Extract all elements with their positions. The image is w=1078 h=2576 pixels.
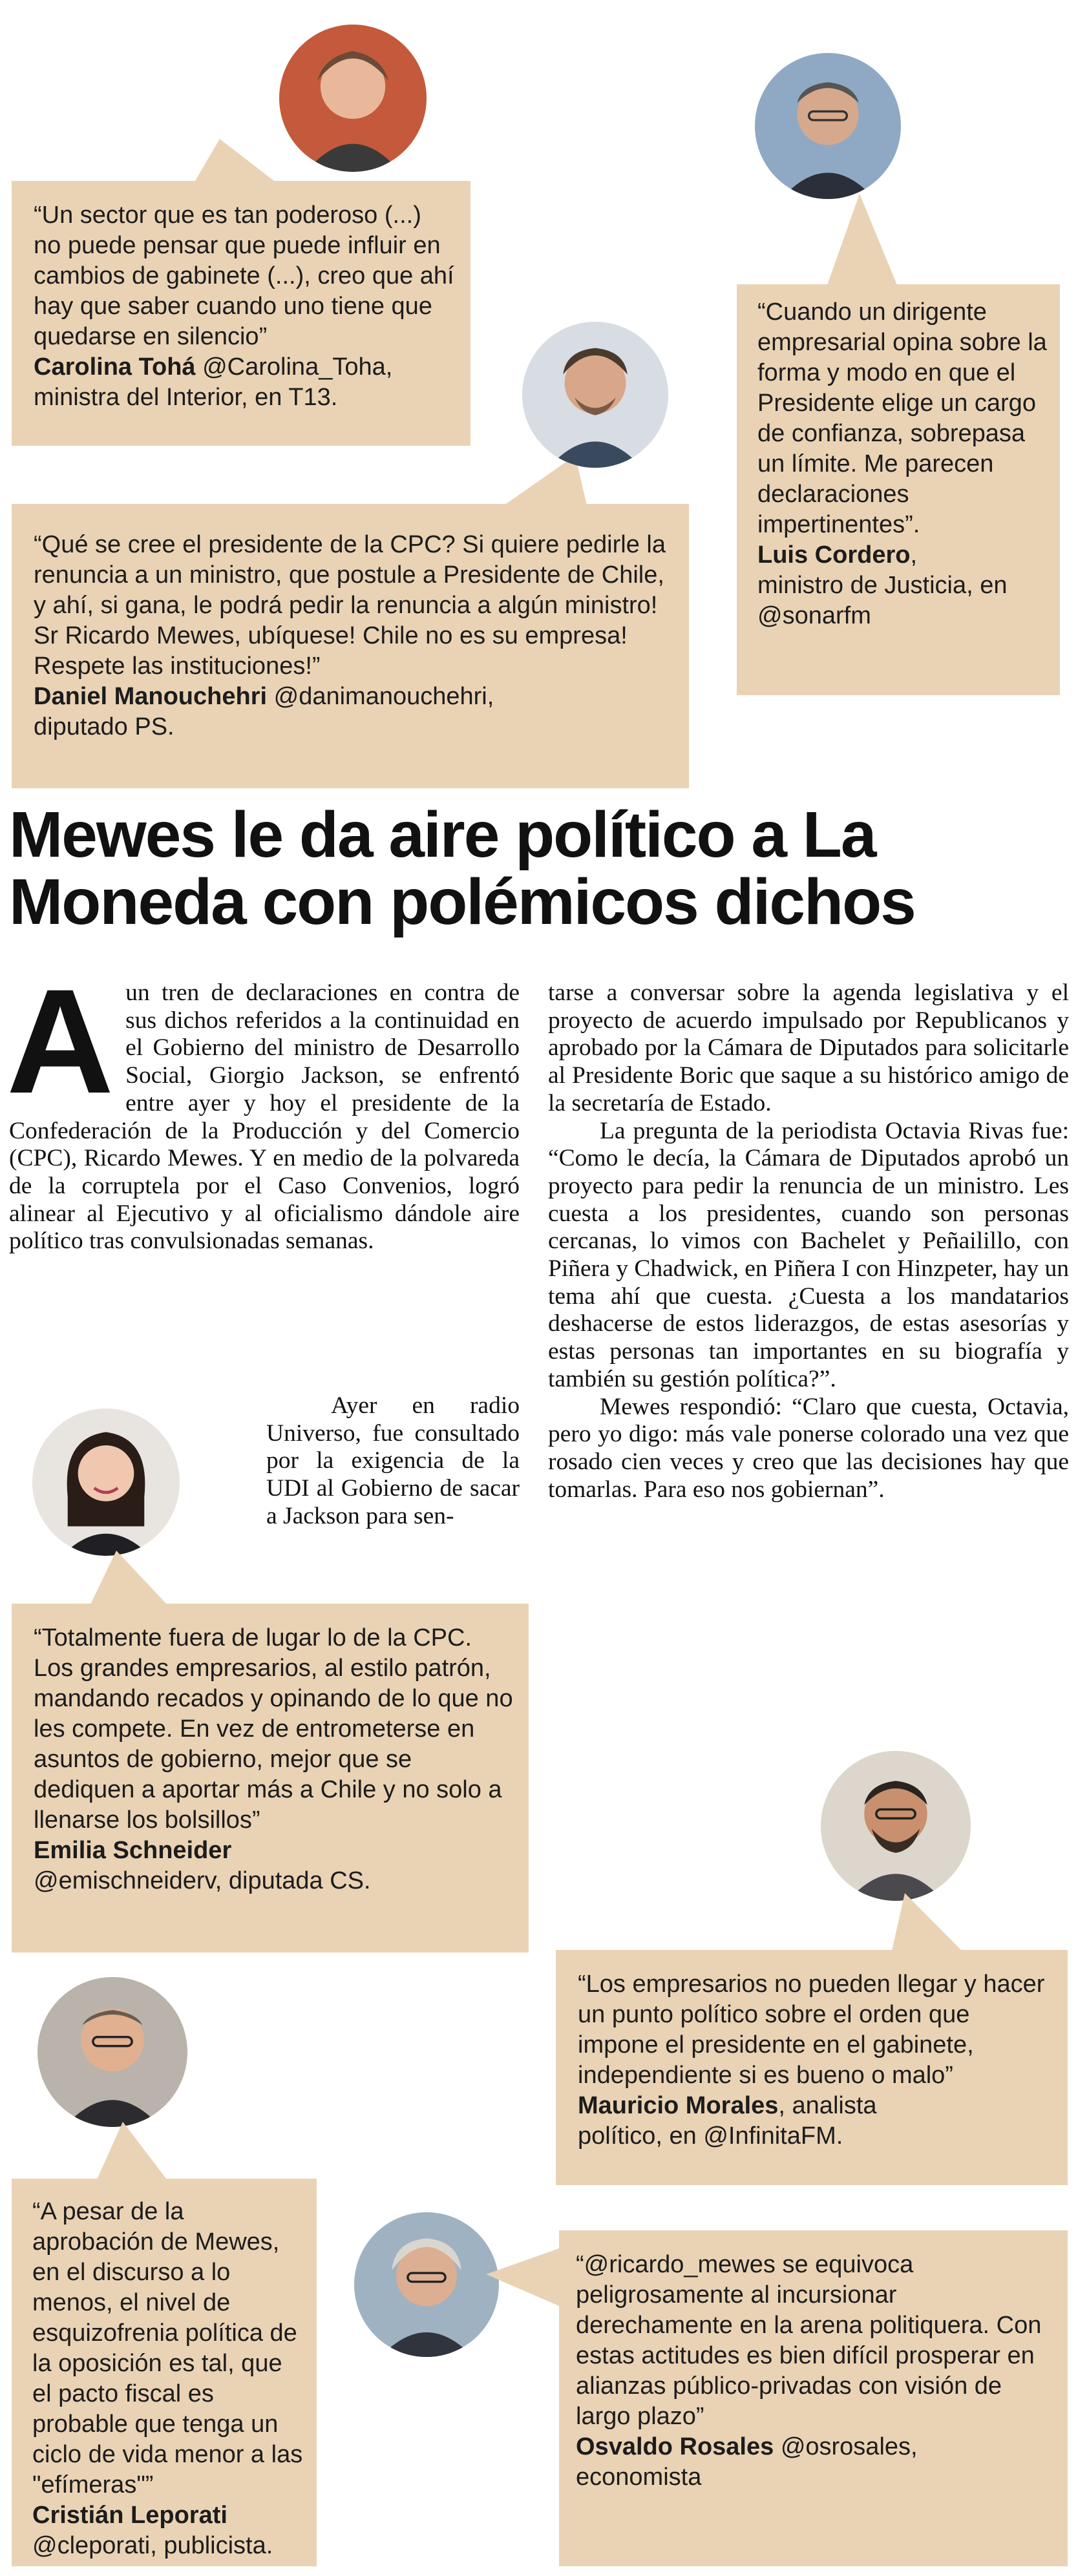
drop-cap: A (6, 958, 114, 1124)
article-column-1b (266, 1392, 520, 1531)
speech-tail (827, 194, 898, 286)
author-role: economista (576, 2464, 702, 2491)
author-handle: @Carolina_Toha, (202, 353, 393, 381)
author-handle: , (910, 541, 918, 569)
author-role: ministro de Justicia, en @sonarfm (757, 572, 1008, 629)
author-name: Emilia Schneider (34, 1837, 232, 1864)
speech-tail (892, 1893, 963, 1951)
speech-tail (486, 2248, 560, 2307)
quote-text: “Un sector que es tan poderoso (...) no puede pensar que puede influir en cambios de gabinete (...), creo que ahí hay que saber cuando uno tiene que quedarse en silencio” (34, 202, 454, 350)
avatar (755, 53, 901, 199)
avatar (354, 2212, 499, 2357)
author-role: diputado PS. (34, 713, 174, 740)
author-role: ministra del Interior, en T13. (34, 384, 338, 411)
quote-box-morales (556, 1950, 1068, 2185)
headline: Mewes le da aire político a La Moneda con polémicos dichos (9, 799, 915, 938)
quote-text: “Totalmente fuera de lugar lo de la CPC. Los grandes empresarios, al estilo patrón, mandando recados y opinando de lo que no les compete. En vez de entrometerse en asuntos de gobierno, mejor que se dediquen a aportar más a Chile y no solo a llenarse los bolsillos” (34, 1624, 513, 1834)
author-handle: , analista (778, 2092, 877, 2119)
speech-tail (97, 2122, 168, 2180)
avatar (522, 322, 668, 468)
author-name: Luis Cordero (757, 541, 911, 569)
article-column-1 (6, 958, 520, 1255)
quote-text: “Los empresarios no pueden llegar y hacer un punto político sobre el orden que impone el presidente en el gabinete, independiente si es bueno o malo” (578, 1971, 1045, 2089)
quote-box-cordero (737, 284, 1060, 695)
article-paragraph: Ayer en radio Universo, fue consultado por la exigencia de la UDI al Gobierno de sacar a Jackson para sen- (266, 1392, 520, 1529)
speech-tail (90, 1551, 168, 1605)
quote-text: “Cuando un dirigente empresarial opina sobre la forma y modo en que el Presidente elige un cargo de confianza, sobrepasa un límite. Me parecen declaraciones impertinentes”. (757, 298, 1047, 538)
quote-box-schneider (12, 1604, 529, 1953)
author-role: político, en @InfinitaFM. (578, 2122, 843, 2150)
avatar (32, 1408, 180, 1556)
article-paragraph: un tren de declaraciones en contra de sus dichos referidos a la continuidad en el Gobierno del ministro de Desarrollo Social, Giorgio Jackson, se enfrentó entre ayer y hoy el presidente de la Confederación de la Producción y del Comercio (CPC), Ricardo Mewes. Y en medio de la polvareda de la corruptela por el Caso Convenios, logró alinear al Ejecutivo y al oficialismo dándole aire político tras convulsionadas semanas. (9, 979, 520, 1255)
author-name: Cristián Leporati (32, 2502, 227, 2529)
article-paragraph: Mewes respondió: “Claro que cuesta, Octavia, pero yo digo: más vale ponerse colorado una vez que rosado cien veces y creo que las decisiones hay que tomarlas. Para eso nos gobiernan”. (548, 1393, 1069, 1503)
author-name: Osvaldo Rosales (576, 2433, 774, 2460)
quote-text: “A pesar de la aprobación de Mewes, en el discurso a lo menos, el nivel de esquizofrenia política de la oposición es tal, que el pacto fiscal es probable que tenga un ciclo de vida menor a las "efímeras"” (32, 2198, 303, 2498)
avatar (279, 25, 427, 172)
author-handle: @osrosales, (780, 2433, 918, 2460)
avatar (37, 1977, 187, 2127)
quote-box-leporati (12, 2179, 317, 2566)
author-name: Daniel Manouchehri (34, 683, 268, 710)
speech-tail (194, 139, 278, 184)
quote-text: “@ricardo_mewes se equivoca peligrosamente al incursionar derechamente en la arena politiquera. Con estas actitudes es bien difícil prosperar en alianzas público-privadas con visión de largo plazo” (576, 2251, 1042, 2430)
author-role: @cleporati, publicista. (32, 2532, 273, 2559)
quote-box-manouchehri (12, 504, 689, 788)
avatar (821, 1751, 971, 1901)
article-paragraph: La pregunta de la periodista Octavia Rivas fue: “Como le decía, la Cámara de Diputados aprobó un proyecto para pedir la renuncia de un ministro. Les cuesta a los presidentes, cuando son personas cercanas, lo vimos con Bachelet y Peñailillo, con Piñera y Chadwick, en Piñera I con Hinzpeter, hay un tema ahí que cuesta. ¿Cuesta a los mandatarios deshacerse de estos liderazgos, de estas asesorías y estas personas tan importantes en su biografía y también su gestión política?”. (548, 1117, 1069, 1392)
author-role: @emischneiderv, diputada CS. (34, 1867, 371, 1894)
author-handle: @danimanouchehri, (273, 683, 494, 710)
author-name: Carolina Tohá (34, 353, 196, 381)
article-paragraph: tarse a conversar sobre la agenda legislativa y el proyecto de acuerdo impulsado por Republicanos y aprobado por la Cámara de Diputados para solicitarle al Presidente Boric que saque a su histórico amigo de la secretaría de Estado. (548, 979, 1069, 1116)
author-name: Mauricio Morales (578, 2092, 779, 2119)
quote-box-rosales (559, 2230, 1068, 2566)
quote-box-toha (12, 181, 470, 446)
article-column-2 (548, 979, 1069, 1503)
quote-text: “Qué se cree el presidente de la CPC? Si quiere pedirle la renuncia a un ministro, que postule a Presidente de Chile, y ahí, si gana, le podrá pedir la renuncia a algún ministro! Sr Ricardo Mewes, ubíquese! Chile no es su empresa! Respete las instituciones!” (34, 531, 666, 680)
